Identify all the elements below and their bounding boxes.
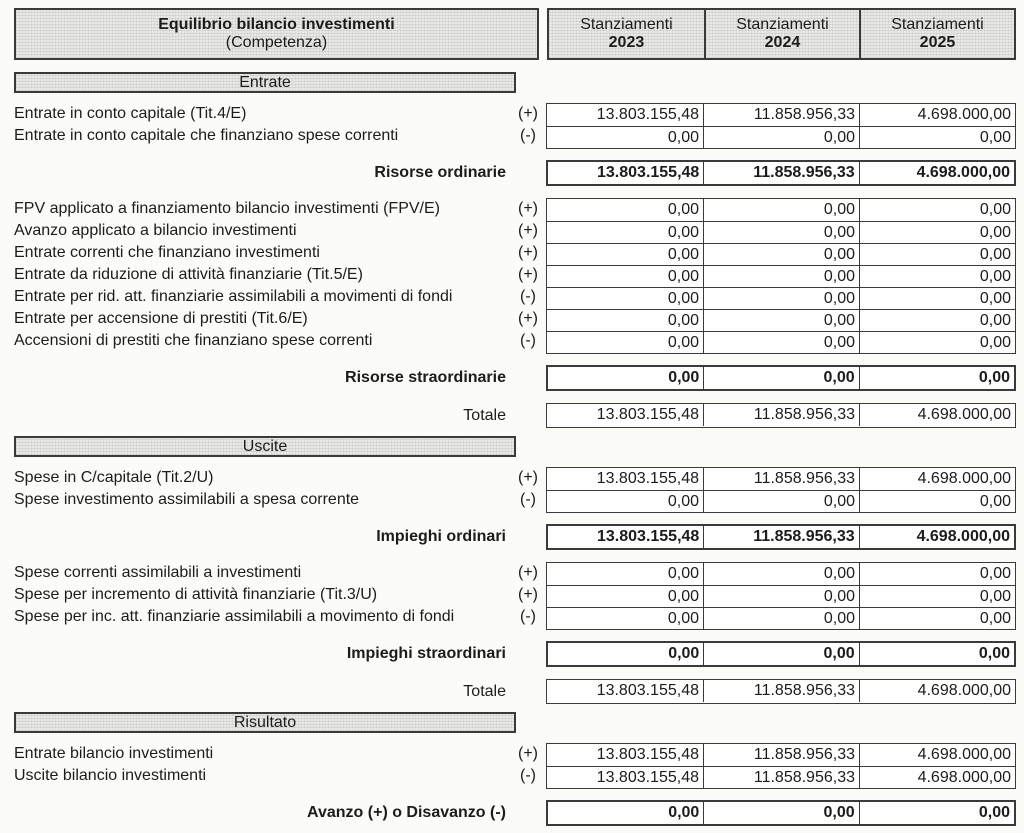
value-cell: 0,00 [859, 309, 1015, 331]
value-cell: 0,00 [667, 565, 699, 582]
section-band-label: Entrate [239, 74, 291, 91]
value-cell: 0,00 [703, 585, 859, 607]
value-cell: 13.803.155,48 [547, 766, 703, 788]
row-label: Entrate bilancio investimenti [14, 745, 214, 762]
value-cell: 0,00 [859, 367, 1014, 389]
value-cell: 0,00 [703, 367, 858, 389]
summary-value-grid [546, 800, 1016, 826]
value-cell: 0,00 [859, 243, 1015, 265]
row-labels [14, 467, 546, 513]
row-label: Spese correnti assimilabili a investimenti [14, 564, 302, 581]
value-cell: 11.858.956,33 [703, 468, 859, 490]
table-subtitle: (Competenza) [225, 34, 328, 51]
row-label: Entrate per rid. att. finanziarie assimilabili a movimenti di fondi [14, 288, 453, 305]
row-sign: (+) [518, 745, 538, 762]
value-cell: 0,00 [703, 221, 859, 243]
row-label: Entrate per accensione di prestiti (Tit.6/E) [14, 310, 308, 327]
value-cell: 0,00 [859, 221, 1015, 243]
row-group [14, 562, 1016, 630]
row-labels [14, 103, 546, 149]
table-title: Equilibrio bilancio investimenti [158, 16, 395, 33]
summary-value-grid [546, 679, 1016, 704]
row-label: Entrate in conto capitale (Tit.4/E) [14, 105, 247, 122]
row-sign: (-) [520, 127, 536, 144]
value-cell: 0,00 [859, 287, 1015, 309]
value-cell: 0,00 [859, 802, 1014, 824]
value-cell: 0,00 [703, 643, 858, 665]
value-grid [546, 562, 1016, 630]
row-sign: (-) [520, 491, 536, 508]
summary-label: Avanzo (+) o Disavanzo (-) [307, 804, 506, 821]
column-header-2023 [549, 10, 704, 58]
row-group [14, 103, 1016, 149]
row-sign: (+) [518, 222, 538, 239]
row-label: Spese investimento assimilabili a spesa corrente [14, 491, 360, 508]
row-label: Entrate da riduzione di attività finanziarie (Tit.5/E) [14, 266, 363, 283]
value-cell: 0,00 [703, 265, 859, 287]
value-cell: 0,00 [703, 331, 859, 353]
value-cell: 13.803.155,48 [596, 470, 699, 487]
value-cell: 0,00 [859, 265, 1015, 287]
row-label: FPV applicato a finanziamento bilancio investimenti (FPV/E) [14, 200, 440, 217]
table-row [14, 286, 546, 308]
value-grid [546, 103, 1016, 149]
summary-value-grid [546, 641, 1016, 667]
value-cell: 0,00 [547, 490, 703, 512]
value-cell: 13.803.155,48 [596, 106, 699, 123]
summary-label: Totale [463, 407, 506, 424]
column-header-year: 2024 [764, 34, 801, 51]
value-cell: 4.698.000,00 [859, 680, 1015, 702]
value-cell: 0,00 [703, 563, 859, 585]
value-cell: 0,00 [703, 287, 859, 309]
subtotal-row [14, 641, 1016, 667]
row-sign: (+) [518, 469, 538, 486]
value-cell: 4.698.000,00 [859, 104, 1015, 126]
section-band [14, 436, 516, 457]
value-cell: 4.698.000,00 [859, 162, 1014, 184]
table-row [14, 743, 546, 765]
value-cell: 0,00 [859, 490, 1015, 512]
value-cell: 0,00 [547, 309, 703, 331]
value-cell: 13.803.155,48 [596, 682, 699, 699]
row-labels [14, 198, 546, 354]
value-cell: 11.858.956,33 [703, 104, 859, 126]
row-sign: (+) [518, 105, 538, 122]
column-header-label: Stanziamenti [736, 16, 829, 33]
row-sign: (+) [518, 244, 538, 261]
value-cell: 13.803.155,48 [596, 406, 699, 423]
row-label: Avanzo applicato a bilancio investimenti [14, 222, 297, 239]
value-cell: 0,00 [859, 643, 1014, 665]
row-sign: (+) [518, 266, 538, 283]
summary-label: Impieghi ordinari [376, 528, 506, 545]
value-cell: 4.698.000,00 [859, 766, 1015, 788]
value-cell: 0,00 [859, 199, 1015, 221]
row-group [14, 198, 1016, 354]
table-row [14, 562, 546, 584]
value-cell: 0,00 [547, 607, 703, 629]
summary-value-grid [546, 524, 1016, 550]
value-grid [546, 467, 1016, 513]
summary-label: Totale [463, 683, 506, 700]
table-row [14, 489, 546, 511]
value-cell: 0,00 [547, 126, 703, 148]
table-title-cell [14, 8, 539, 60]
value-cell: 4.698.000,00 [859, 404, 1015, 426]
value-cell: 13.803.155,48 [596, 746, 699, 763]
row-sign: (+) [518, 200, 538, 217]
row-label: Entrate correnti che finanziano investimenti [14, 244, 320, 261]
row-sign: (-) [520, 608, 536, 625]
value-cell: 0,00 [703, 309, 859, 331]
row-label: Spese per inc. att. finanziarie assimilabili a movimento di fondi [14, 608, 455, 625]
value-cell: 0,00 [668, 804, 700, 821]
value-cell: 0,00 [703, 490, 859, 512]
summary-label: Risorse ordinarie [374, 164, 506, 181]
subtotal-row [14, 160, 1016, 186]
table-row [14, 467, 546, 489]
value-cell: 13.803.155,48 [597, 164, 700, 181]
table-row [14, 606, 546, 628]
value-cell: 0,00 [703, 126, 859, 148]
subtotal-row [14, 800, 1016, 826]
column-header-year: 2023 [608, 34, 645, 51]
column-header-label: Stanziamenti [891, 16, 984, 33]
table-row [14, 308, 546, 330]
value-cell: 13.803.155,48 [597, 528, 700, 545]
value-cell: 4.698.000,00 [859, 526, 1014, 548]
column-header-label: Stanziamenti [580, 16, 673, 33]
row-sign: (-) [520, 767, 536, 784]
value-cell: 0,00 [547, 243, 703, 265]
table-row [14, 198, 546, 220]
value-cell: 11.858.956,33 [703, 744, 859, 766]
summary-label: Impieghi straordinari [346, 645, 506, 662]
row-sign: (+) [518, 564, 538, 581]
value-cell: 0,00 [859, 563, 1015, 585]
column-headers [547, 8, 1016, 60]
table-row [14, 125, 546, 147]
value-cell: 0,00 [703, 607, 859, 629]
value-cell: 0,00 [547, 331, 703, 353]
table-row [14, 242, 546, 264]
row-sign: (-) [520, 288, 536, 305]
value-cell: 11.858.956,33 [703, 526, 858, 548]
total-row [14, 403, 1016, 428]
value-cell: 0,00 [547, 585, 703, 607]
row-labels [14, 743, 546, 789]
summary-value-grid [546, 403, 1016, 428]
table-row [14, 264, 546, 286]
value-cell: 11.858.956,33 [703, 404, 859, 426]
subtotal-row [14, 524, 1016, 550]
table-body [14, 68, 1016, 833]
table-row [14, 220, 546, 242]
table-row [14, 584, 546, 606]
row-sign: (+) [518, 310, 538, 327]
row-label: Entrate in conto capitale che finanziano spese correnti [14, 127, 399, 144]
value-cell: 0,00 [859, 607, 1015, 629]
value-cell: 4.698.000,00 [859, 468, 1015, 490]
column-header-year: 2025 [919, 34, 956, 51]
total-row [14, 679, 1016, 704]
summary-value-grid [546, 160, 1016, 186]
column-header-2024 [704, 10, 859, 58]
row-label: Accensioni di prestiti che finanziano spese correnti [14, 332, 373, 349]
summary-label: Risorse straordinarie [345, 369, 506, 386]
subtotal-row [14, 365, 1016, 391]
value-cell: 0,00 [703, 199, 859, 221]
value-cell: 0,00 [703, 802, 858, 824]
value-cell: 0,00 [668, 645, 700, 662]
table-row [14, 765, 546, 787]
row-sign: (-) [520, 332, 536, 349]
value-cell: 4.698.000,00 [859, 744, 1015, 766]
value-cell: 0,00 [667, 201, 699, 218]
section-band [14, 72, 516, 93]
row-labels [14, 562, 546, 630]
table-row [14, 103, 546, 125]
table-row [14, 330, 546, 352]
column-header-2025 [859, 10, 1014, 58]
value-cell: 0,00 [859, 126, 1015, 148]
row-label: Spese per incremento di attività finanziarie (Tit.3/U) [14, 586, 378, 603]
section-band [14, 712, 516, 733]
value-cell: 11.858.956,33 [703, 162, 858, 184]
table-header [14, 8, 1016, 60]
value-cell: 0,00 [668, 369, 700, 386]
value-cell: 0,00 [547, 265, 703, 287]
value-grid [546, 743, 1016, 789]
section-band-label: Risultato [233, 714, 297, 731]
value-cell: 0,00 [547, 287, 703, 309]
value-cell: 0,00 [703, 243, 859, 265]
summary-value-grid [546, 365, 1016, 391]
value-grid [546, 198, 1016, 354]
row-label: Uscite bilancio investimenti [14, 767, 207, 784]
value-cell: 0,00 [547, 221, 703, 243]
row-label: Spese in C/capitale (Tit.2/U) [14, 469, 214, 486]
row-group [14, 467, 1016, 513]
row-group [14, 743, 1016, 789]
section-band-label: Uscite [242, 438, 288, 455]
row-sign: (+) [518, 586, 538, 603]
value-cell: 11.858.956,33 [703, 680, 859, 702]
value-cell: 0,00 [859, 585, 1015, 607]
value-cell: 0,00 [859, 331, 1015, 353]
value-cell: 11.858.956,33 [703, 766, 859, 788]
